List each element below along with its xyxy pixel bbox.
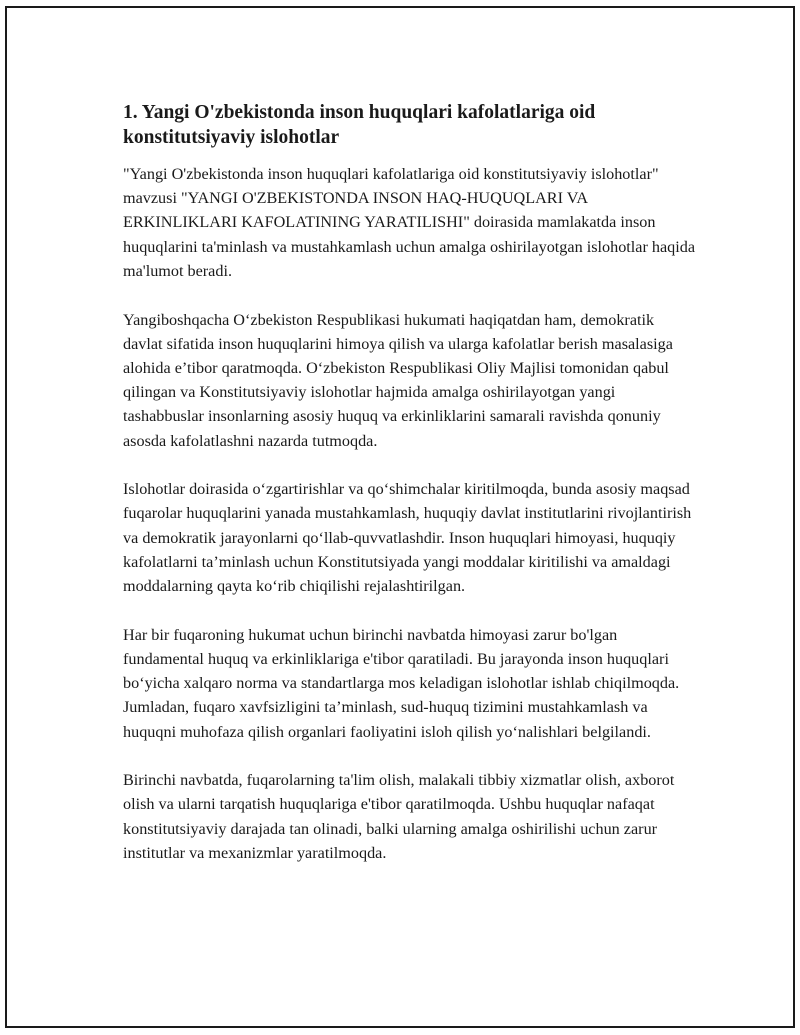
document-body: [123, 100, 697, 890]
paragraph-1: "Yangi O'zbekistonda inson huquqlari kafolatlariga oid konstitutsiyaviy islohotlar" mavzusi "YANGI O'ZBEKISTONDA INSON HAQ-HUQUQLARI VA ERKINLIKLARI KAFOLATINING YARATILISHI" doirasida mamlakatda inson huquqlarini ta'minlash va mustahkamlash uchun amalga oshirilayotgan islohotlar haqida ma'lumot beradi.: [123, 165, 696, 280]
page-frame: [5, 6, 795, 1028]
paragraph-4: Har bir fuqaroning hukumat uchun birinchi navbatda himoyasi zarur bo'lgan fundamental huquq va erkinliklariga e'tibor qaratiladi. Bu jarayonda inson huquqlari bo‘yicha xalqaro norma va standartlarga mos keladigan islohotlar ishlab chiqilmoqda. Jumladan, fuqaro xavfsizligini ta’minlash, sud-huquq tizimini mustahkamlash va huquqni muhofaza qilish organlari faoliyatini isloh qilish yo‘nalishlari belgilandi.: [123, 625, 680, 741]
paragraph-3: Islohotlar doirasida o‘zgartirishlar va qo‘shimchalar kiritilmoqda, bunda asosiy maqsad fuqarolar huquqlarini yanada mustahkamlash, huquqiy davlat institutlarini rivojlantirish va demokratik jarayonlarni qo‘llab-quvvatlashdir. Inson huquqlari himoyasi, huquqiy kafolatlarni ta’minlash uchun Konstitutsiyada yangi moddalar kiritilishi va amaldagi moddalarning qayta ko‘rib chiqilishi rejalashtirilgan.: [123, 480, 692, 596]
paragraph-2: Yangiboshqacha O‘zbekiston Respublikasi hukumati haqiqatdan ham, demokratik davlat sifatida inson huquqlarini himoya qilish va ularga kafolatlar berish masalasiga alohida e’tibor qaratmoqda. O‘zbekiston Respublikasi Oliy Majlisi tomonidan qabul qilingan va Konstitutsiyaviy islohotlar hajmida amalga oshirilayotgan yangi tashabbuslar insonlarning asosiy huquq va erkinliklarini samarali ravishda qonuniy asosda kafolatlashni nazarda tutmoqda.: [123, 310, 673, 450]
paragraph-5: Birinchi navbatda, fuqarolarning ta'lim olish, malakali tibbiy xizmatlar olish, axborot olish va ularni tarqatish huquqlariga e'tibor qaratilmoqda. Ushbu huquqlar nafaqat konstitutsiyaviy darajada tan olinadi, balki ularning amalga oshirilishi uchun zarur institutlar va mexanizmlar yaratilmoqda.: [123, 771, 675, 862]
page-title: 1. Yangi O'zbekistonda inson huquqlari kafolatlariga oid konstitutsiyaviy islohotlar: [123, 102, 596, 148]
